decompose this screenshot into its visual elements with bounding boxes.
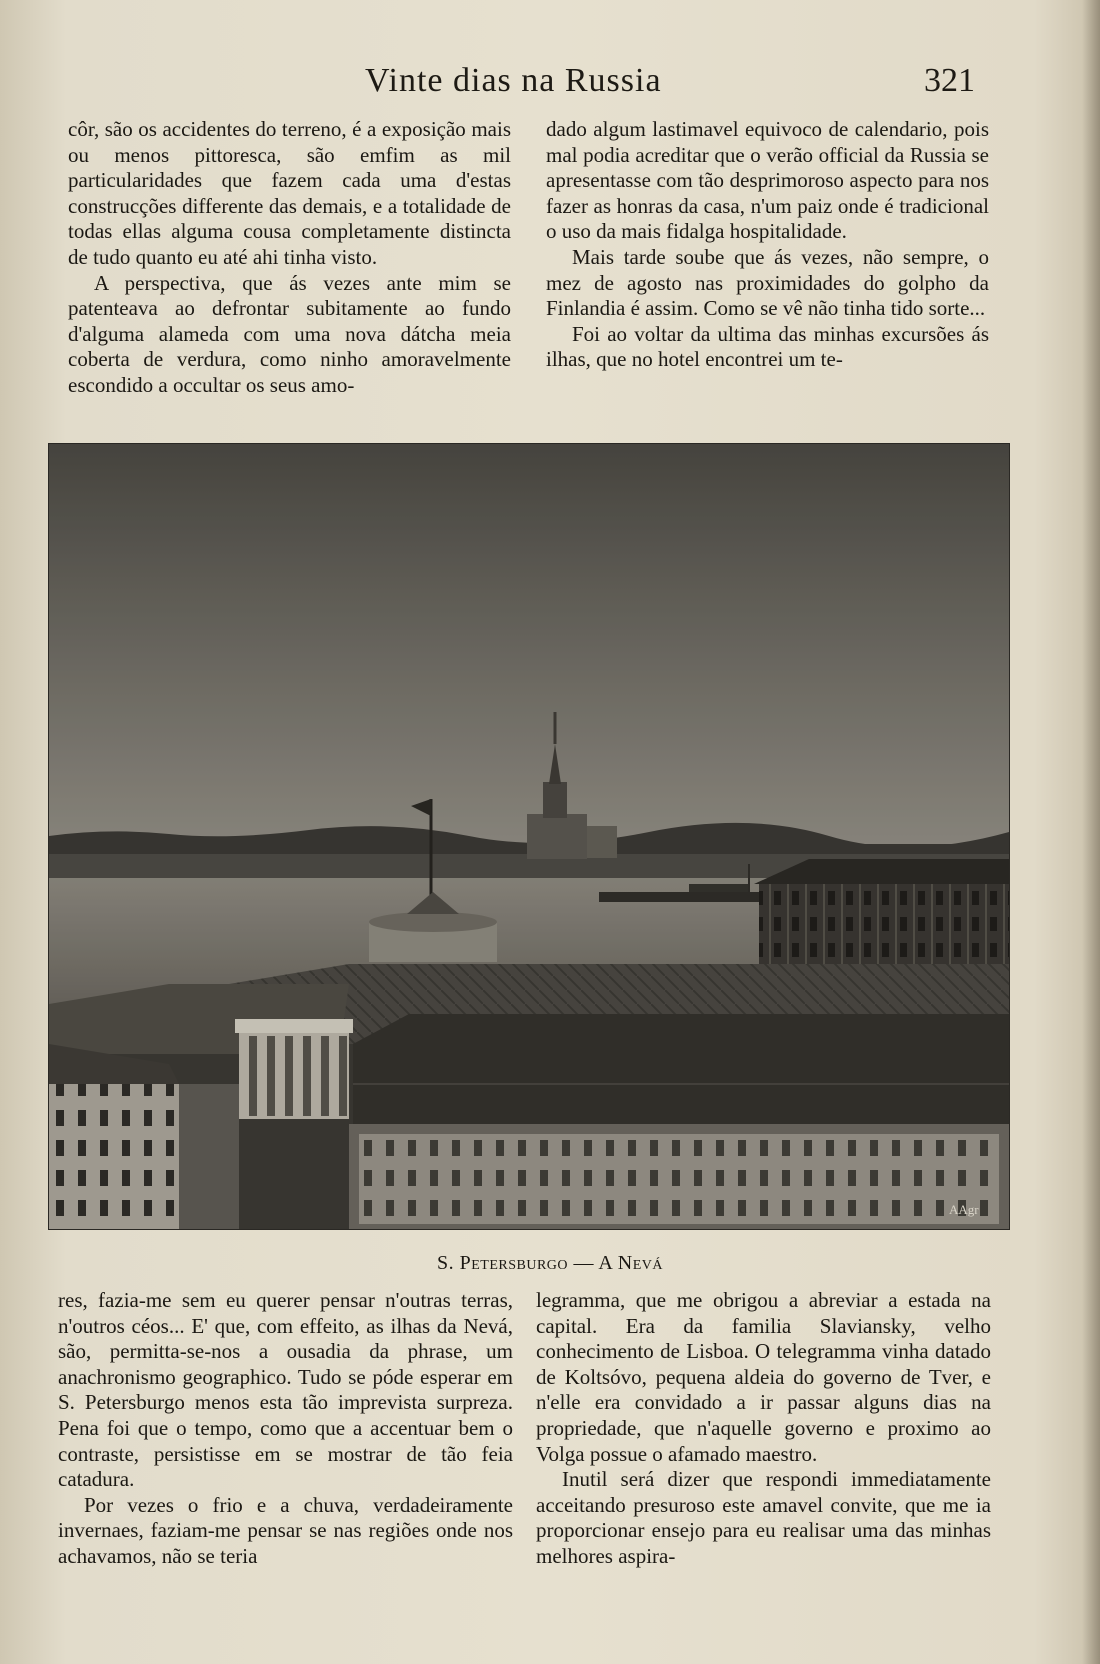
text-column-top-right [546,117,989,373]
caption-separator: — A [568,1252,618,1274]
photograph-st-petersburg-neva [48,443,1010,1230]
caption-city: Petersburgo [459,1252,569,1274]
paragraph: A perspectiva, que ás vezes ante mim se patenteava ao defrontar subitamente ao fundo d'alguma alameda com uma nova dátcha meia coberta de verdura, como ninho amoravelmente escondido a occultar os seus amo- [68,270,511,397]
paragraph: côr, são os accidentes do terreno, é a exposição mais ou menos pittoresca, são emfim as mil particularidades que fazem cada uma d'estas construcções differente das demais, e a totalidade de todas ellas alguma cousa completamente distincta de tudo quanto eu até ahi tinha visto. [68,117,511,269]
text-column-bottom-right [536,1288,991,1570]
paragraph: Inutil será dizer que respondi immediatamente acceitando presuroso este amavel convite, que me ia proporcionar ensejo para eu realisar uma das minhas melhores aspira- [536,1467,991,1568]
page-edge-shadow [1082,0,1100,1664]
figure-caption [0,1252,1100,1275]
text-column-top-left [68,117,511,399]
running-title: Vinte dias na Russia [365,62,662,99]
text-column-bottom-left [58,1288,513,1570]
paragraph: dado algum lastimavel equivoco de calendario, pois mal podia acreditar que o verão official da Russia se apresentasse com tão desprimoroso aspecto para nos fazer as honras da casa, n'um paiz onde é tradicional o uso da mais fidalga hospitalidade. [546,117,989,244]
paragraph: Por vezes o frio e a chuva, verdadeiramente invernaes, faziam-me pensar se nas regiões onde nos achavamos, não se teria [58,1492,513,1568]
caption-prefix: S. [436,1252,460,1274]
page-number: 321 [924,62,975,99]
paragraph: Foi ao voltar da ultima das minhas excursões ás ilhas, que no hotel encontrei um te- [546,321,989,372]
paragraph: Mais tarde soube que ás vezes, não sempre, o mez de agosto nas proximidades do golpho da Finlandia é assim. Como se vê não tinha tido sorte... [546,244,989,321]
paragraph: legramma, que me obrigou a abreviar a estada na capital. Era da familia Slaviansky, velho conhecimento de Lisboa. O telegramma vinha datado de Koltsóvo, pequena aldeia do governo de Tver, e n'elle era convidado a ir passar alguns dias na propriedade, que n'aquelle governo e proximo ao Volga possue o afamado maestro. [536,1288,991,1466]
engraver-signature: AAgr [949,1202,979,1217]
paragraph: res, fazia-me sem eu querer pensar n'outras terras, n'outros céos... E' que, com effeito, as ilhas da Nevá, são, permitta-se-nos a ousadia da phrase, um anachronismo geographico. Tudo se póde esperar em S. Petersburgo menos esta tão imprevista surpreza. Pena foi que o tempo, como que a accentuar bem o contraste, persistisse em se mostrar de tão feia catadura. [58,1288,513,1492]
caption-river: Nevá [617,1252,663,1274]
